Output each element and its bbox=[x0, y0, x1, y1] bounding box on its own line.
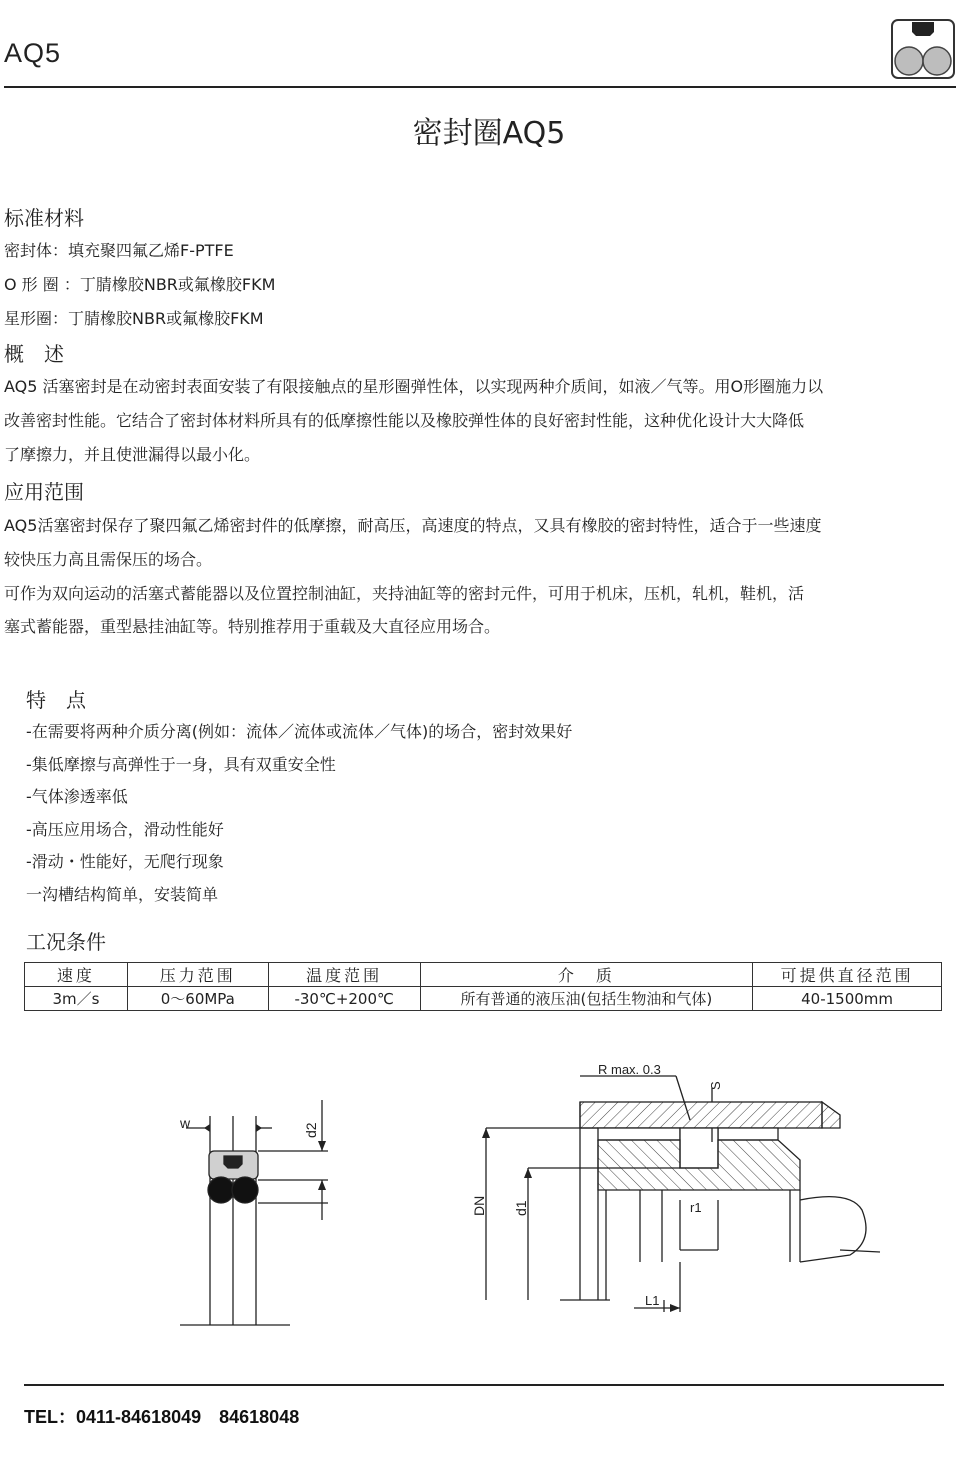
application-line-2: 较快压力高且需保压的场合。 bbox=[4, 550, 213, 569]
footer-divider bbox=[24, 1384, 944, 1386]
feature-item: -滑动・性能好，无爬行现象 bbox=[26, 852, 224, 871]
installation-drawing bbox=[482, 1076, 880, 1312]
cell-pressure: 0～60MPa bbox=[127, 987, 268, 1011]
application-line-1: AQ5活塞密封保存了聚四氟乙烯密封件的低摩擦，耐高压，高速度的特点，又具有橡胶的密封特性，适合于一些速度 bbox=[4, 516, 822, 535]
material-line-oring: O 形 圈 ：丁腈橡胶NBR或氟橡胶FKM bbox=[4, 275, 276, 294]
header-temperature: 温度范围 bbox=[268, 963, 420, 987]
materials-heading: 标准材料 bbox=[4, 206, 84, 230]
conditions-heading: 工况条件 bbox=[26, 930, 106, 954]
label-d2: d2 bbox=[303, 1122, 319, 1138]
label-w: w bbox=[180, 1115, 191, 1131]
label-l1: L1 bbox=[645, 1293, 660, 1308]
feature-item: -气体渗透率低 bbox=[26, 787, 128, 806]
product-code: AQ5 bbox=[4, 38, 62, 68]
conditions-table bbox=[24, 962, 942, 1011]
overview-line-3: 了摩擦力，并且使泄漏得以最小化。 bbox=[4, 445, 261, 464]
telephone: TEL：0411-84618049 84618048 bbox=[24, 1407, 300, 1427]
brand-logo bbox=[890, 18, 956, 80]
overview-line-1: AQ5 活塞密封是在动密封表面安装了有限接触点的星形圈弹性体，以实现两种介质间，如液／气等。用O形圈施力以 bbox=[4, 377, 824, 396]
table-row bbox=[25, 987, 942, 1011]
cell-temperature: -30℃+200℃ bbox=[268, 987, 420, 1011]
application-heading: 应用范围 bbox=[4, 480, 84, 504]
cell-diameter: 40-1500mm bbox=[753, 987, 942, 1011]
table-header-row bbox=[25, 963, 942, 987]
application-line-4: 塞式蓄能器，重型悬挂油缸等。特别推荐用于重载及大直径应用场合。 bbox=[4, 617, 501, 636]
application-line-3: 可作为双向运动的活塞式蓄能器以及位置控制油缸，夹持油缸等的密封元件，可用于机床，压机，轧机，鞋机，活 bbox=[4, 584, 805, 603]
label-d1: d1 bbox=[513, 1200, 529, 1216]
label-r-max: R max. 0.3 bbox=[598, 1062, 661, 1077]
features-heading: 特 点 bbox=[26, 688, 86, 712]
technical-drawing bbox=[0, 1040, 978, 1360]
header-pressure: 压力范围 bbox=[127, 963, 268, 987]
label-s: S bbox=[708, 1081, 723, 1090]
label-dn: DN bbox=[471, 1195, 487, 1216]
cell-speed: 3m／s bbox=[25, 987, 128, 1011]
feature-item: -集低摩擦与高弹性于一身，具有双重安全性 bbox=[26, 755, 336, 774]
header-medium: 介 质 bbox=[420, 963, 753, 987]
label-r1: r1 bbox=[690, 1200, 702, 1215]
feature-item: -在需要将两种介质分离(例如：流体／流体或流体／气体)的场合，密封效果好 bbox=[26, 722, 573, 741]
material-line-body: 密封体：填充聚四氟乙烯F-PTFE bbox=[4, 241, 234, 260]
feature-item: -高压应用场合，滑动性能好 bbox=[26, 820, 224, 839]
feature-item: 一沟槽结构简单，安装简单 bbox=[26, 885, 219, 904]
header-speed: 速度 bbox=[25, 963, 128, 987]
header-diameter: 可提供直径范围 bbox=[753, 963, 942, 987]
page-title: 密封圈AQ5 bbox=[412, 116, 566, 151]
material-line-starring: 星形圈：丁腈橡胶NBR或氟橡胶FKM bbox=[4, 309, 264, 328]
overview-line-2: 改善密封性能。它结合了密封体材料所具有的低摩擦性能以及橡胶弹性体的良好密封性能，这种优化设计大大降低 bbox=[4, 411, 805, 430]
overview-heading: 概 述 bbox=[4, 342, 64, 366]
cell-medium: 所有普通的液压油(包括生物油和气体) bbox=[420, 987, 753, 1011]
header-divider bbox=[4, 86, 956, 88]
